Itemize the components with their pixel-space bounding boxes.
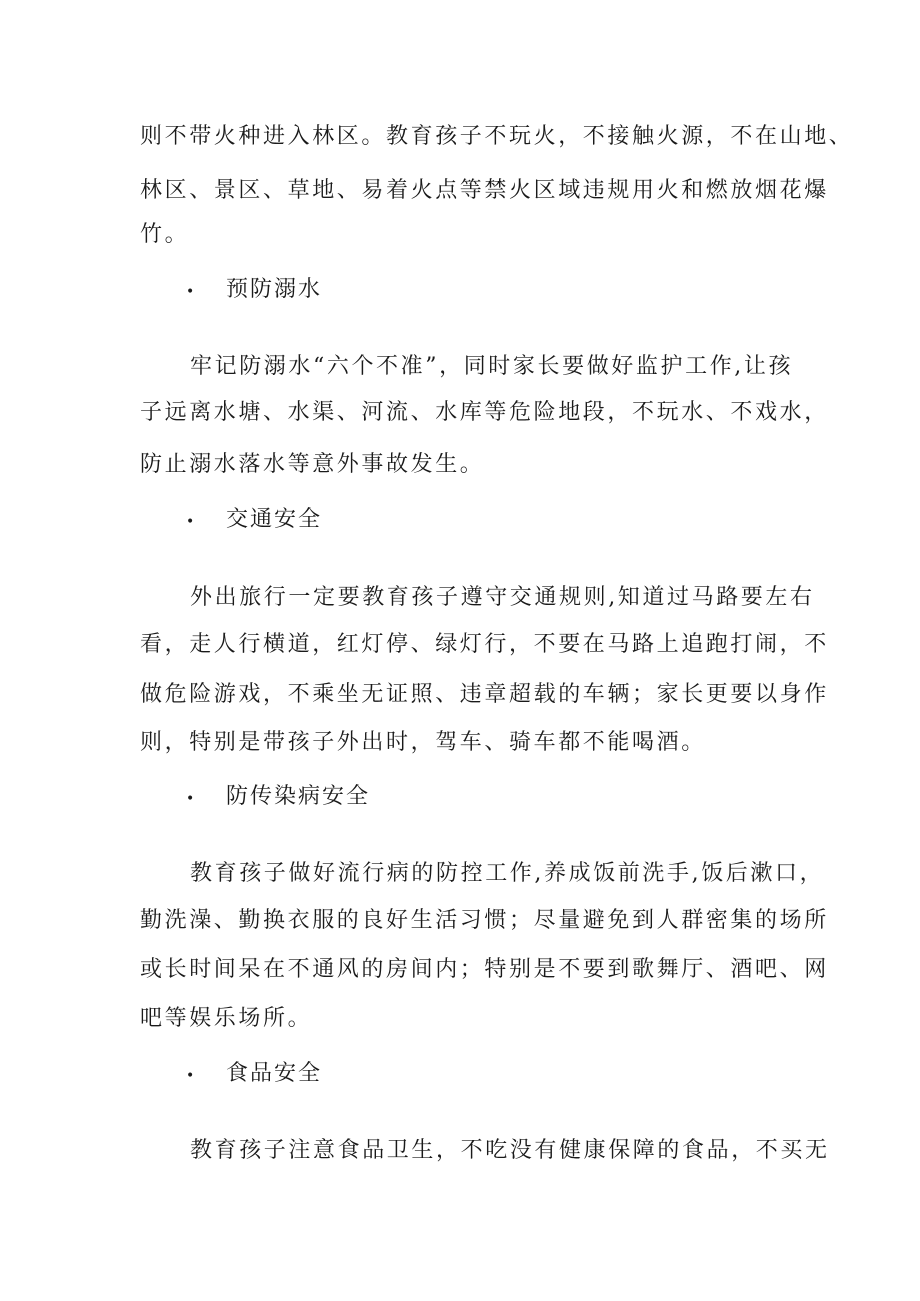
paragraph-line: 吧等娱乐场所。 xyxy=(140,1006,313,1031)
paragraph-line: 教育孩子做好流行病的防控工作,养成饭前洗手,饭后漱口， xyxy=(190,861,825,886)
section-heading xyxy=(186,275,322,307)
paragraph-line: 则不带火种进入林区。教育孩子不玩火，不接触火源，不在山地、 xyxy=(140,124,854,149)
paragraph-line: 或长时间呆在不通风的房间内；特别是不要到歌舞厅、酒吧、网 xyxy=(140,957,829,982)
paragraph-line: 勤洗澡、勤换衣服的良好生活习惯；尽量避免到人群密集的场所 xyxy=(140,908,829,933)
paragraph-line: 防止溺水落水等意外事故发生。 xyxy=(140,452,485,477)
paragraph-line: 子远离水塘、水渠、河流、水库等危险地段，不玩水、不戏水， xyxy=(140,400,829,425)
bullet-icon: • xyxy=(186,514,197,530)
paragraph-line: 教育孩子注意食品卫生，不吃没有健康保障的食品，不买无 xyxy=(190,1138,830,1163)
section-heading xyxy=(186,782,370,814)
section-heading xyxy=(186,505,322,537)
heading-text: 交通安全 xyxy=(226,507,323,532)
paragraph-line: 竹。 xyxy=(140,222,190,247)
bullet-icon: • xyxy=(186,1068,197,1084)
paragraph-line: 外出旅行一定要教育孩子遵守交通规则,知道过马路要左右 xyxy=(190,585,815,610)
section-heading xyxy=(186,1059,322,1091)
paragraph-line: 林区、景区、草地、易着火点等禁火区域违规用火和燃放烟花爆 xyxy=(140,178,829,203)
paragraph-line: 做危险游戏，不乘坐无证照、违章超载的车辆；家长更要以身作 xyxy=(140,682,829,707)
heading-text: 预防溺水 xyxy=(226,277,323,302)
paragraph-line: 牢记防溺水“六个不准”，同时家长要做好监护工作,让孩 xyxy=(190,354,794,379)
paragraph-line: 看，走人行横道，红灯停、绿灯行，不要在马路上追跑打闹，不 xyxy=(140,632,829,657)
paragraph-line: 则，特别是带孩子外出时，驾车、骑车都不能喝酒。 xyxy=(140,730,706,755)
bullet-icon: • xyxy=(186,791,197,807)
heading-text: 防传染病安全 xyxy=(226,784,371,809)
bullet-icon: • xyxy=(186,284,197,300)
heading-text: 食品安全 xyxy=(226,1061,323,1086)
